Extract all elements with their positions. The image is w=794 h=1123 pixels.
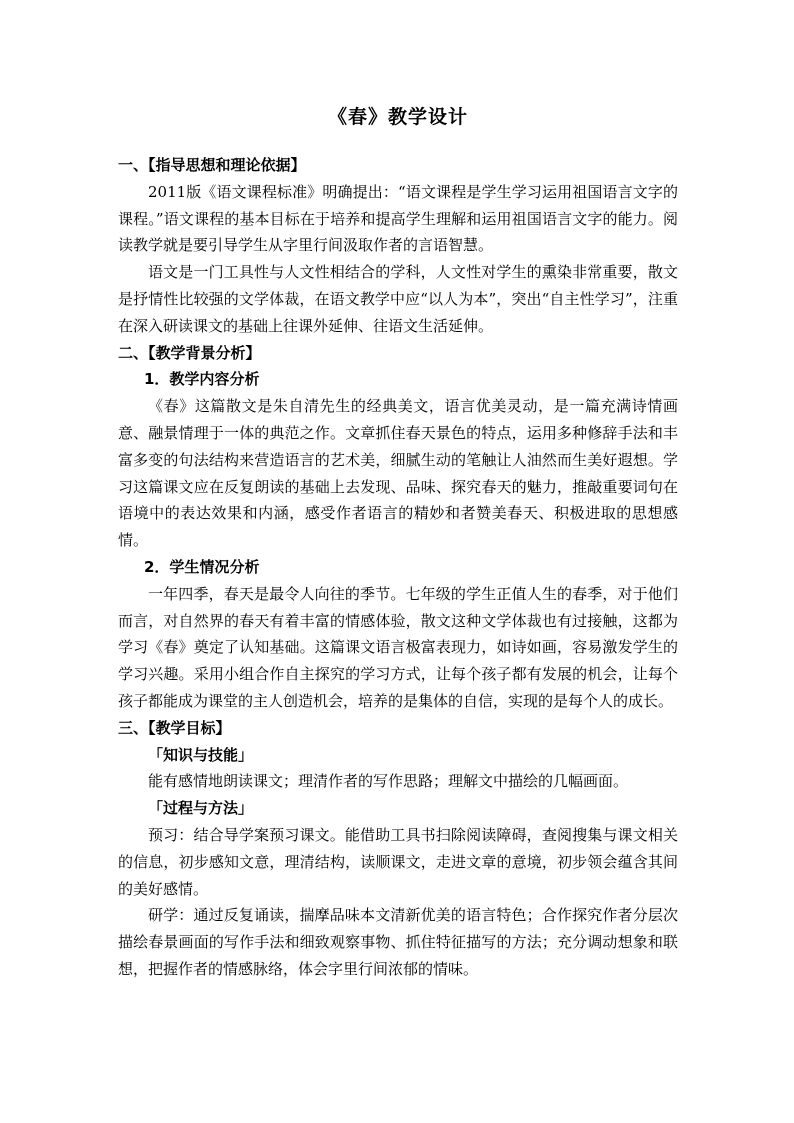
paragraph-content-analysis: 《春》这篇散文是朱自清先生的经典美文，语言优美灵动，是一篇充满诗情画意、融景情理于一体的典范之作。文章抓住春天景色的特点，运用多种修辞手法和丰富多变的句法结构来营造语言的艺术美，细腻生动的笔触让人油然而生美好遐想。学习这篇课文应在反复朗读的基础上去发现、品味、探究春天的魅力，推敲重要词句在语境中的表达效果和内涵，感受作者语言的精妙和者赞美春天、积极进取的思想感情。 (118, 397, 678, 550)
paragraph-knowledge-skills: 能有感情地朗读课文；理清作者的写作思路；理解文中描绘的几幅画面。 (148, 772, 629, 791)
subheading-knowledge-skills: 「知识与技能」 (148, 745, 254, 764)
subheading-process-methods: 「过程与方法」 (148, 799, 254, 818)
paragraph-curriculum-standard: 2011版《语文课程标准》明确提出：“语文课程是学生学习运用祖国语言文字的课程。”语文课程的基本目标在于培养和提高学生理解和运用祖国语言文字的能力。阅读教学就是要引导学生从字里行间汲取作者的言语智慧。 (118, 182, 678, 255)
section-heading-background: 二、【教学背景分析】 (118, 343, 261, 362)
paragraph-student-analysis: 一年四季，春天是最令人向往的季节。七年级的学生正值人生的春季，对于他们而言，对自然界的春天有着丰富的情感体验，散文这种文学体裁也有过接触，这都为学习《春》奠定了认知基础。这篇课文语言极富表现力，如诗如画，容易激发学生的学习兴趣。采用小组合作自主探究的学习方式，让每个孩子都有发展的机会，让每个孩子都能成为课堂的主人创造机会，培养的是集体的自信，实现的是每个人的成长。 (118, 584, 678, 710)
section-heading-guiding-ideas: 一、【指导思想和理论依据】 (118, 156, 306, 174)
paragraph-humanistic-nature: 语文是一门工具性与人文性相结合的学科，人文性对学生的熏染非常重要，散文是抒情性比较强的文学体裁，在语文教学中应“以人为本”，突出“自主性学习”，注重在深入研读课文的基础上往课外延伸、往语文生活延伸。 (118, 263, 678, 335)
paragraph-preview: 预习：结合导学案预习课文。能借助工具书扫除阅读障碍，查阅搜集与课文相关的信息，初步感知文意，理清结构，读顺课文，走进文章的意境，初步领会蕴含其间的美好感情。 (118, 825, 678, 898)
document-title: 《春》教学设计 (327, 106, 468, 128)
subheading-student-analysis: 2．学生情况分析 (144, 557, 260, 576)
paragraph-study: 研学：通过反复诵读，揣摩品味本文清新优美的语言特色；合作探究作者分层次描绘春景画面的写作手法和细致观察事物、抓住特征描写的方法；充分调动想象和联想，把握作者的情感脉络，体会字里行间浓郁的情味。 (118, 906, 678, 978)
subheading-content-analysis: 1．教学内容分析 (144, 370, 260, 389)
document-body (118, 102, 678, 983)
section-heading-objectives: 三、【教学目标】 (118, 718, 231, 737)
